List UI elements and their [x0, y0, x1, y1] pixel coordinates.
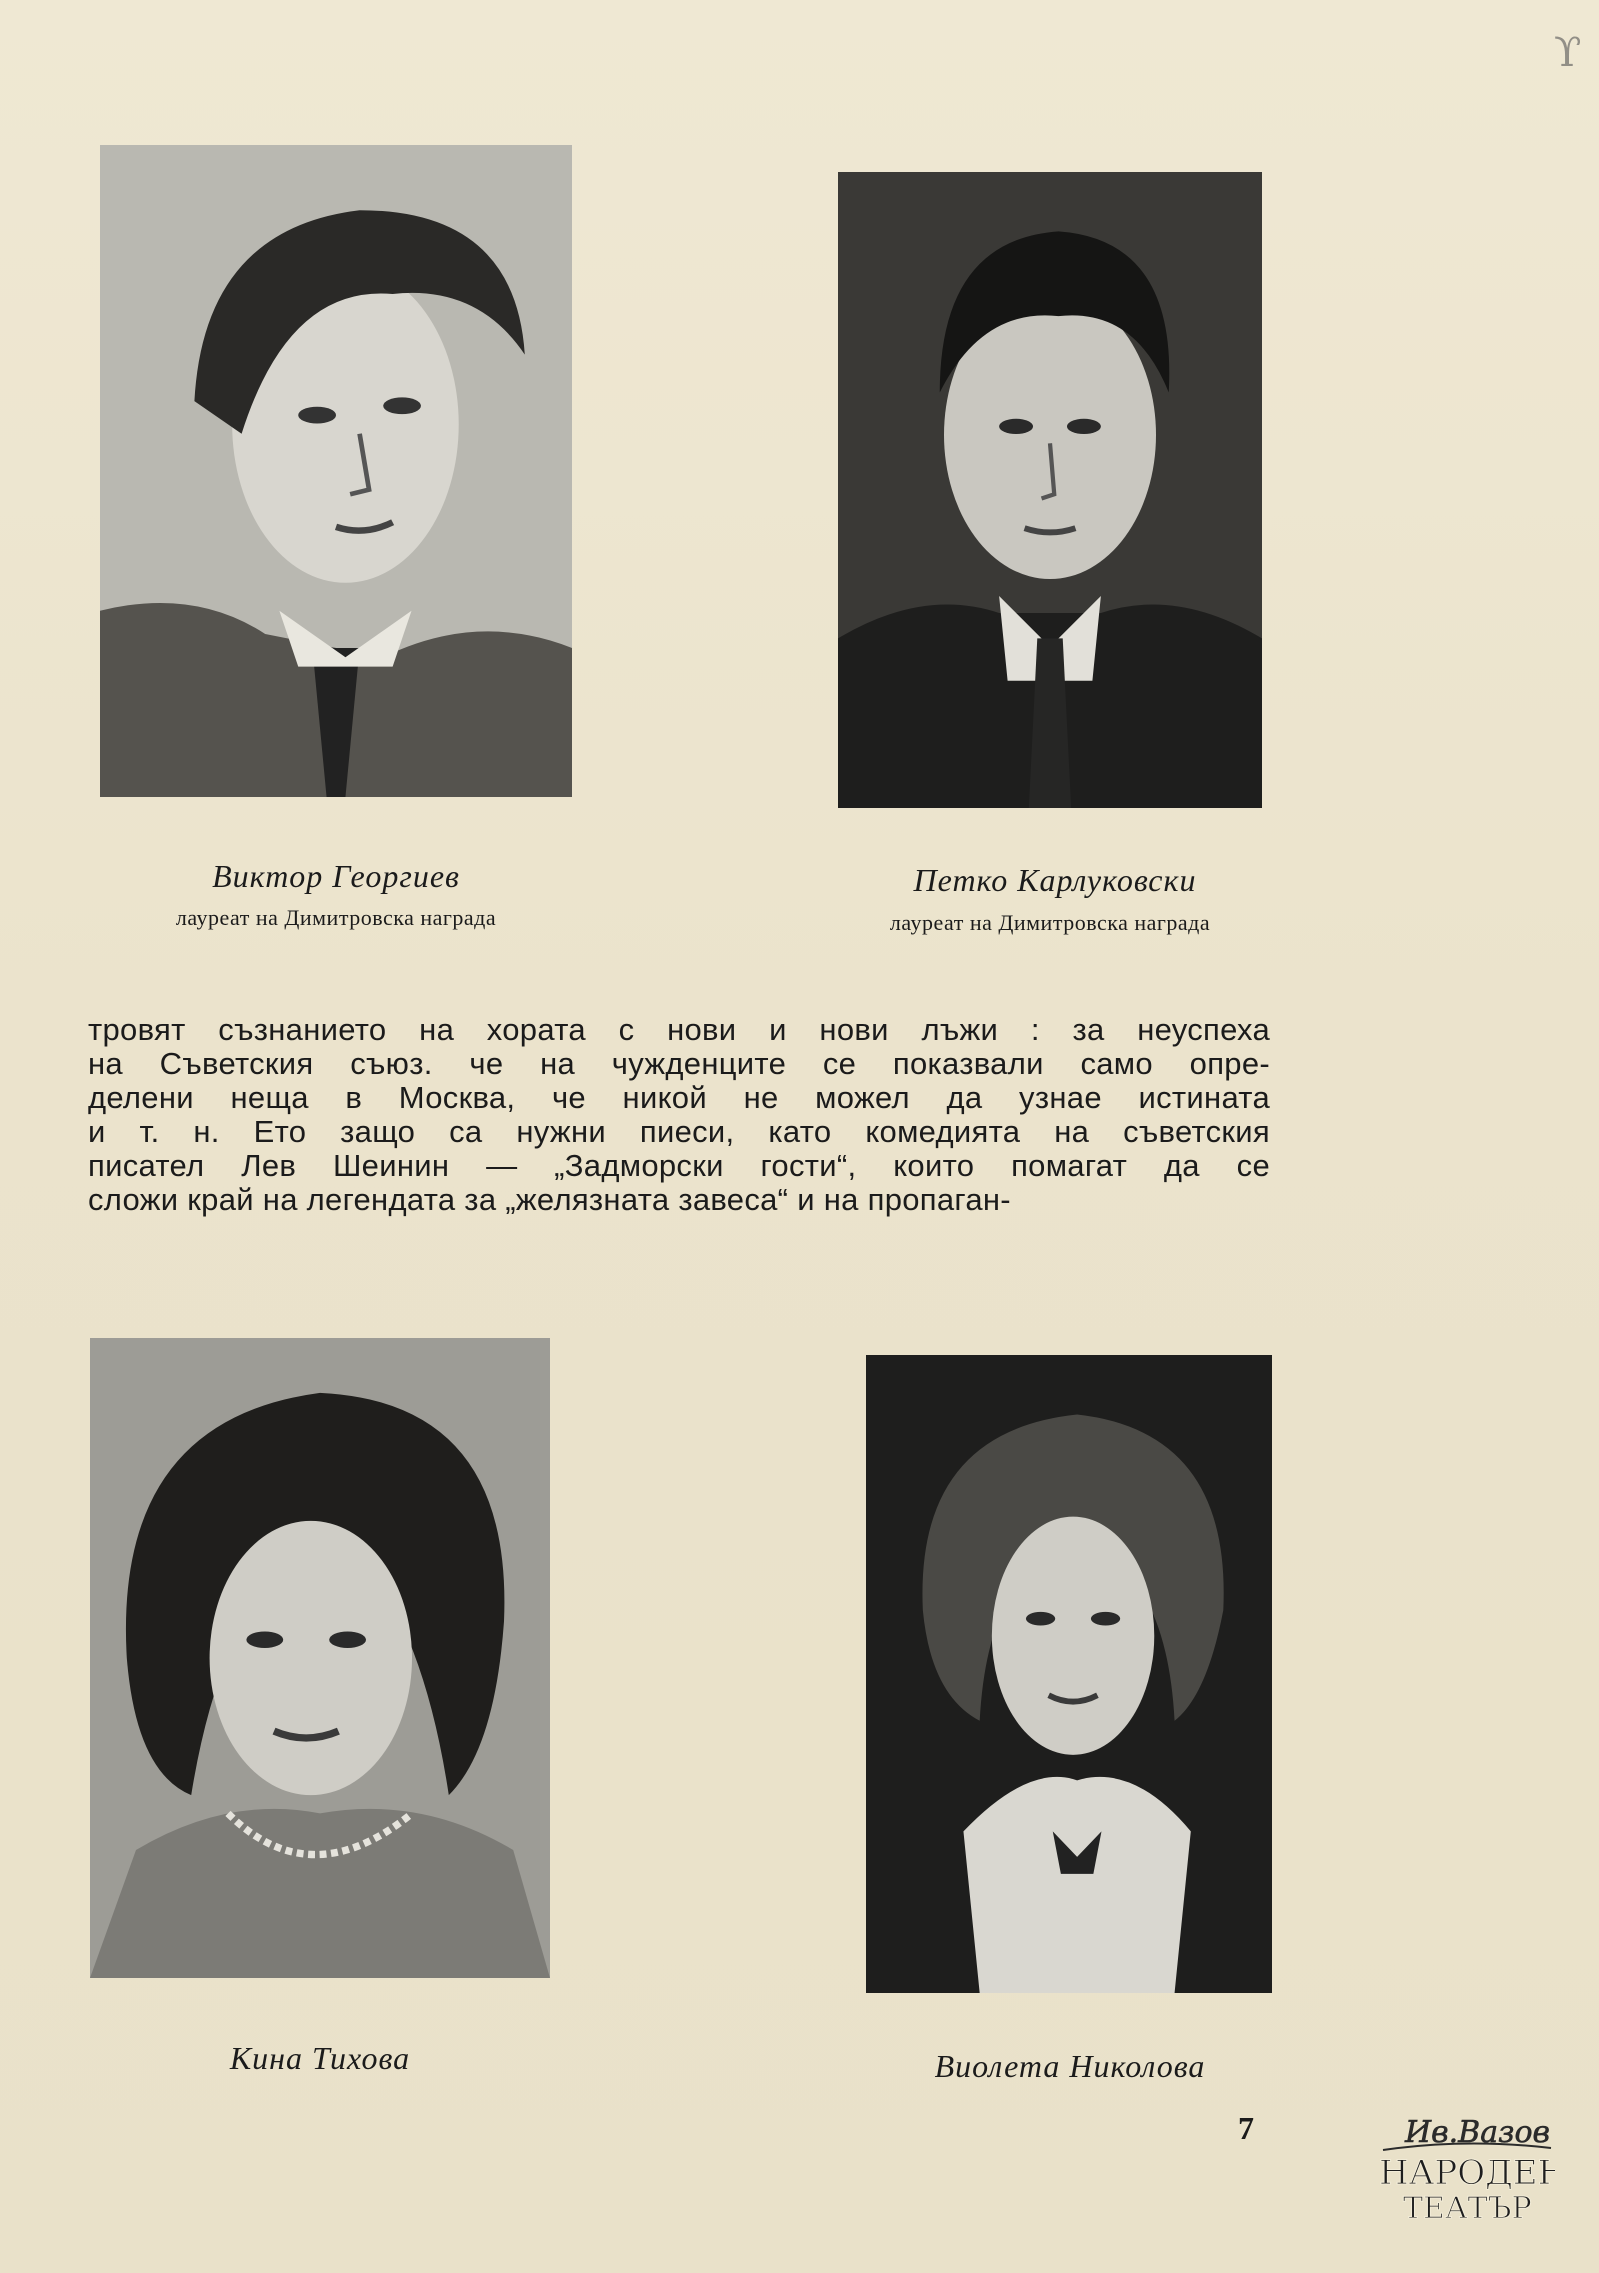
body-line: тровят съзнанието на хората с нови и нови лъжи : за неуспеха: [88, 1012, 1270, 1047]
svg-text:НАРОДЕН: НАРОДЕН: [1379, 2153, 1555, 2193]
body-line: и т. н. Ето защо са нужни пиеси, като комедията на съветския: [88, 1114, 1270, 1149]
caption-award-2: лауреат на Димитровска награда: [889, 910, 1211, 935]
body-paragraph: [88, 1013, 1270, 1217]
national-theatre-stamp-logo: [1375, 2108, 1555, 2228]
body-line: на Съветския съюз. че на чужденците се показвали само опре-: [88, 1046, 1270, 1081]
portrait-photo-viktor-georgiev: [100, 145, 572, 797]
body-line: писател Лев Шеинин — „Задморски гости“, които помагат да се: [88, 1148, 1270, 1183]
caption-name-3: Кина Тихова: [229, 2040, 411, 2076]
portrait-photo-petko-karlukovski: [838, 172, 1262, 808]
pencil-mark: ϒ: [1554, 30, 1582, 76]
body-line: делени неща в Москва, че никой не можел да узнае истината: [88, 1080, 1270, 1115]
portrait-photo-violeta-nikolova: [866, 1355, 1272, 1993]
svg-text:Ив.Вазов: Ив.Вазов: [1405, 2115, 1550, 2150]
caption-name-2: Петко Карлуковски: [913, 862, 1197, 898]
page-number: 7: [1238, 2110, 1254, 2146]
svg-text:ТЕАТЪР: ТЕАТЪР: [1403, 2191, 1532, 2226]
caption-name-1: Виктор Георгиев: [212, 858, 460, 894]
portrait-photo-kina-tihova: [90, 1338, 550, 1978]
body-line: сложи край на легендата за „желязната завеса“ и на пропаган-: [88, 1182, 1011, 1217]
caption-award-1: лауреат на Димитровска награда: [175, 905, 497, 930]
caption-name-4: Виолета Николова: [934, 2048, 1206, 2084]
